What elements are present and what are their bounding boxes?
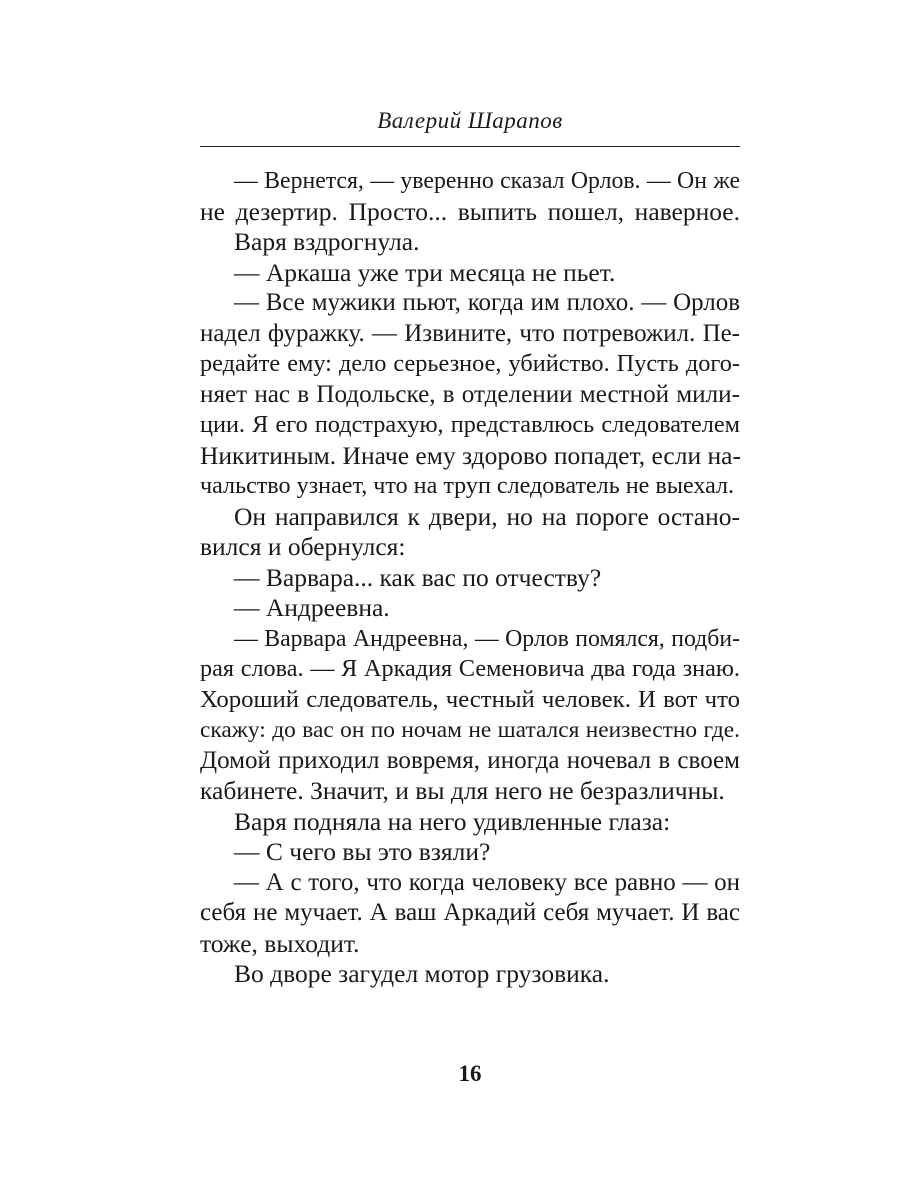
text-line: — С чего вы это взяли? xyxy=(234,837,491,866)
text-line: Домой приходил вовремя, иногда ночевал в своем xyxy=(200,746,740,774)
body-text xyxy=(200,166,740,990)
text-line: — Аркаша уже три месяца не пьет. xyxy=(234,257,616,287)
text-line: надел фуражку. — Извините, что потревожил. Пе- xyxy=(200,319,740,347)
text-line: — Все мужики пьют, когда им плохо. — Орлов xyxy=(234,289,740,316)
text-line: Хороший следователь, честный человек. И вот что xyxy=(200,685,740,713)
text-line: — Варвара... как вас по отчеству? xyxy=(234,562,602,592)
text-line: Во дворе загудел мотор грузовика. xyxy=(234,959,610,988)
text-line: чальство узнает, что на труп следователь не выехал. xyxy=(200,473,735,499)
text-line: рая слова. — Я Аркадия Семеновича два года знаю. xyxy=(200,655,740,682)
page-number: 16 xyxy=(458,1061,482,1086)
text-line: Он направился к двери, но на пороге остано- xyxy=(234,501,740,531)
running-head-author: Валерий Шарапов xyxy=(377,108,563,133)
text-line: себя не мучает. А ваш Аркадий себя мучает. И вас xyxy=(200,899,740,926)
header-rule xyxy=(200,146,740,147)
text-line: няет нас в Подольске, в отделении местной мили- xyxy=(200,380,740,408)
text-line: ции. Я его подстрахую, представлюсь следователем xyxy=(200,411,740,438)
text-line: вился и обернулся: xyxy=(200,532,406,561)
text-line: — А с того, что когда человеку все равно — он xyxy=(234,868,740,896)
text-line: Никитиным. Иначе ему здорово попадет, если на- xyxy=(200,440,741,470)
text-line: — Вернется, — уверенно сказал Орлов. — Он же xyxy=(234,168,740,194)
text-line: редайте ему: дело серьезное, убийство. Пусть дого- xyxy=(200,350,740,377)
text-line: скажу: до вас он по ночам не шатался неизвестно где. xyxy=(200,717,740,743)
text-line: тоже, выходит. xyxy=(200,928,360,958)
text-line: — Варвара Андреевна, — Орлов помялся, подби- xyxy=(234,625,740,652)
text-line: кабинете. Значит, и вы для него не безразличны. xyxy=(200,776,725,805)
text-line: не дезертир. Просто... выпить пошел, наверное. xyxy=(200,196,740,226)
text-line: Варя подняла на него удивленные глаза: xyxy=(234,806,671,836)
text-line: Варя вздрогнула. xyxy=(234,227,420,256)
text-line: — Андреевна. xyxy=(234,593,390,622)
